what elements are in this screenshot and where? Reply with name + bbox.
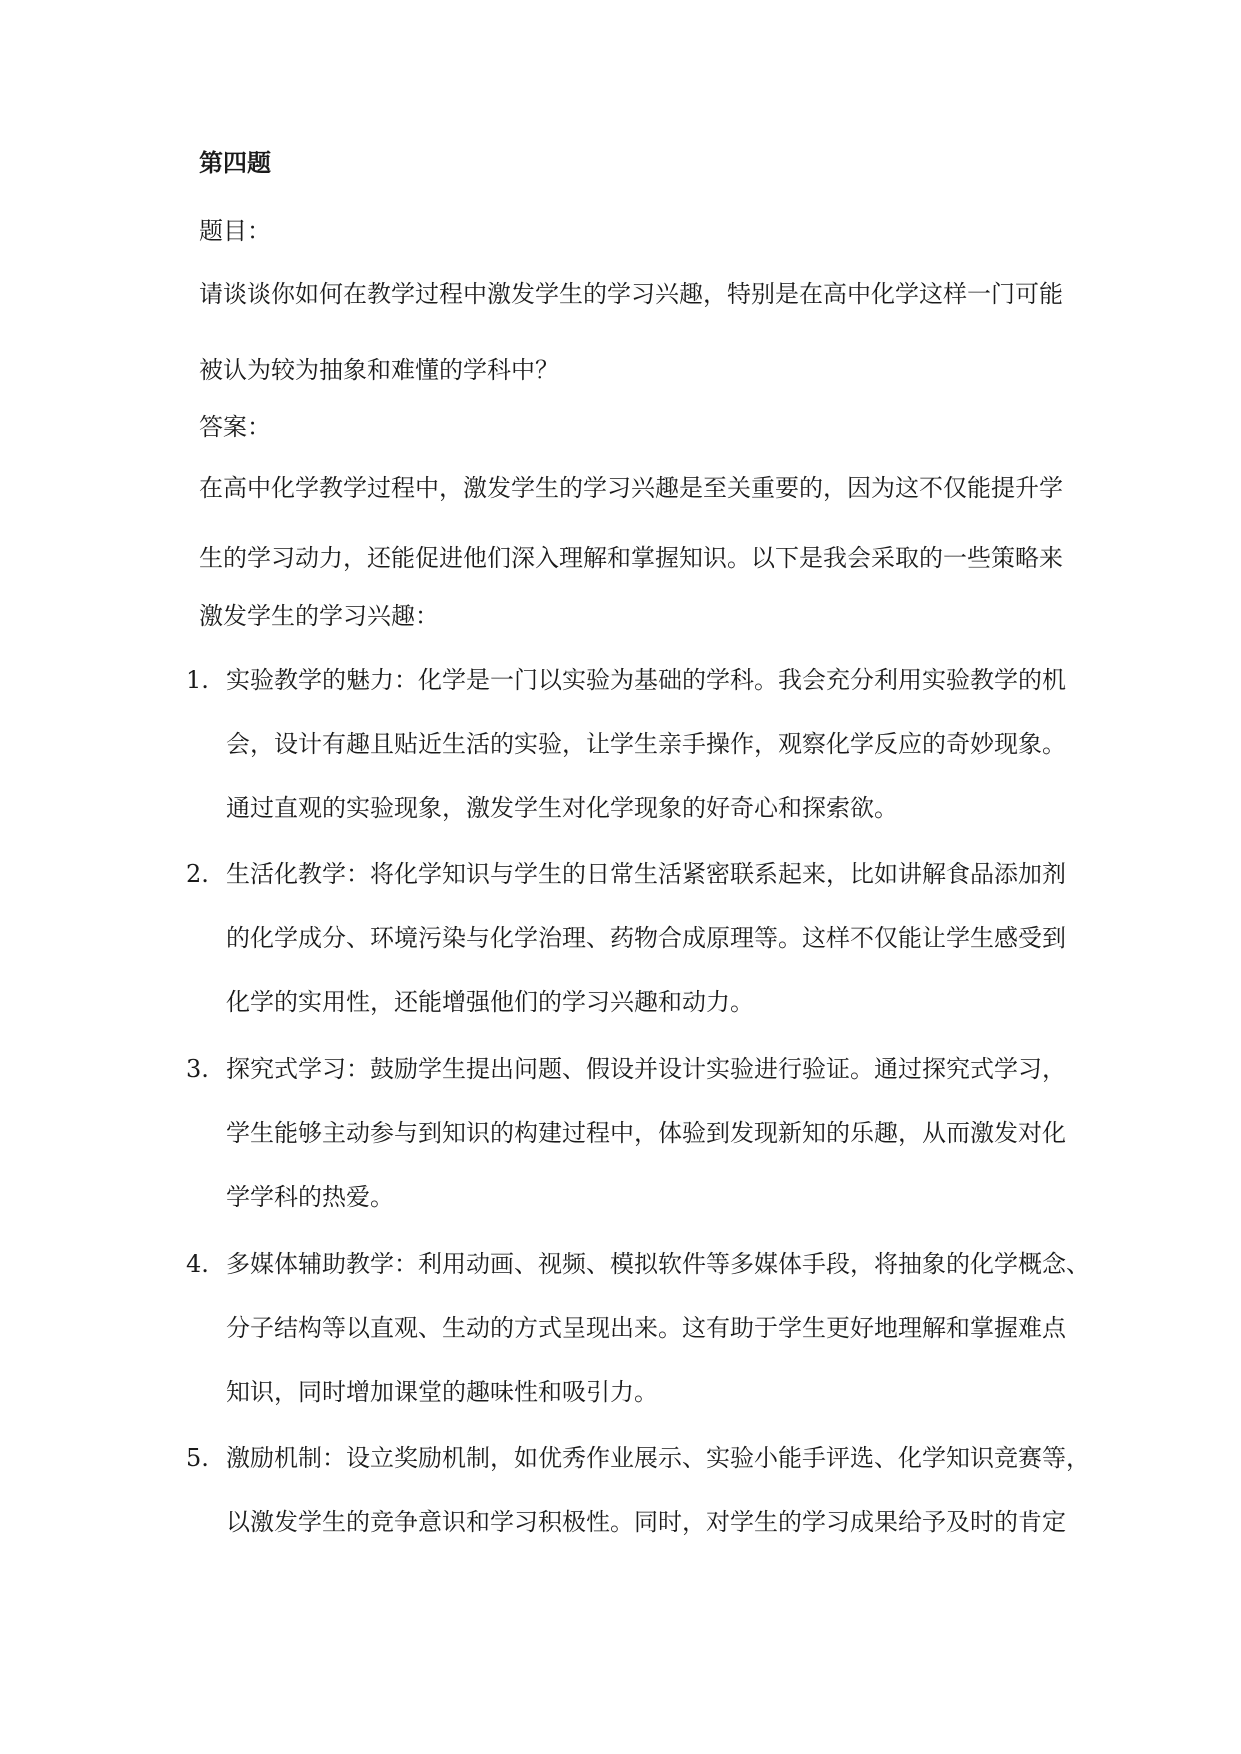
list-item-line: 激励机制：设立奖励机制，如优秀作业展示、实验小能手评选、化学知识竞赛等， <box>226 1444 1090 1472</box>
list-item-line: 以激发学生的竞争意识和学习积极性。同时，对学生的学习成果给予及时的肯定 <box>226 1508 1066 1536</box>
answer-intro-line: 生的学习动力，还能促进他们深入理解和掌握知识。以下是我会采取的一些策略来 <box>199 544 1063 572</box>
answer-intro-line: 激发学生的学习兴趣： <box>199 602 439 630</box>
list-item-line: 学学科的热爱。 <box>226 1183 394 1211</box>
list-item-number: 4. <box>186 1250 209 1278</box>
answer-label: 答案： <box>199 413 271 441</box>
list-item-line: 多媒体辅助教学：利用动画、视频、模拟软件等多媒体手段，将抽象的化学概念、 <box>226 1250 1090 1278</box>
list-item-line: 学生能够主动参与到知识的构建过程中，体验到发现新知的乐趣，从而激发对化 <box>226 1119 1066 1147</box>
list-item-number: 1. <box>186 666 209 694</box>
list-item-line: 实验教学的魅力：化学是一门以实验为基础的学科。我会充分利用实验教学的机 <box>226 666 1066 694</box>
list-item-line: 通过直观的实验现象，激发学生对化学现象的好奇心和探索欲。 <box>226 794 898 822</box>
list-item-line: 的化学成分、环境污染与化学治理、药物合成原理等。这样不仅能让学生感受到 <box>226 924 1066 952</box>
list-item-line: 分子结构等以直观、生动的方式呈现出来。这有助于学生更好地理解和掌握难点 <box>226 1314 1066 1342</box>
question-text-line: 被认为较为抽象和难懂的学科中？ <box>199 356 559 384</box>
question-text-line: 请谈谈你如何在教学过程中激发学生的学习兴趣，特别是在高中化学这样一门可能 <box>199 280 1063 308</box>
list-item-line: 化学的实用性，还能增强他们的学习兴趣和动力。 <box>226 988 754 1016</box>
list-item-line: 会，设计有趣且贴近生活的实验，让学生亲手操作，观察化学反应的奇妙现象。 <box>226 730 1066 758</box>
list-item-number: 5. <box>186 1444 209 1472</box>
list-item-number: 2. <box>186 860 209 888</box>
list-item-line: 生活化教学：将化学知识与学生的日常生活紧密联系起来，比如讲解食品添加剂 <box>226 860 1066 888</box>
list-item-number: 3. <box>186 1055 209 1083</box>
list-item-line: 探究式学习：鼓励学生提出问题、假设并设计实验进行验证。通过探究式学习， <box>226 1055 1066 1083</box>
answer-intro-line: 在高中化学教学过程中，激发学生的学习兴趣是至关重要的，因为这不仅能提升学 <box>199 474 1063 502</box>
question-label: 题目： <box>199 217 271 245</box>
section-heading: 第四题 <box>199 148 271 177</box>
list-item-line: 知识，同时增加课堂的趣味性和吸引力。 <box>226 1378 658 1406</box>
